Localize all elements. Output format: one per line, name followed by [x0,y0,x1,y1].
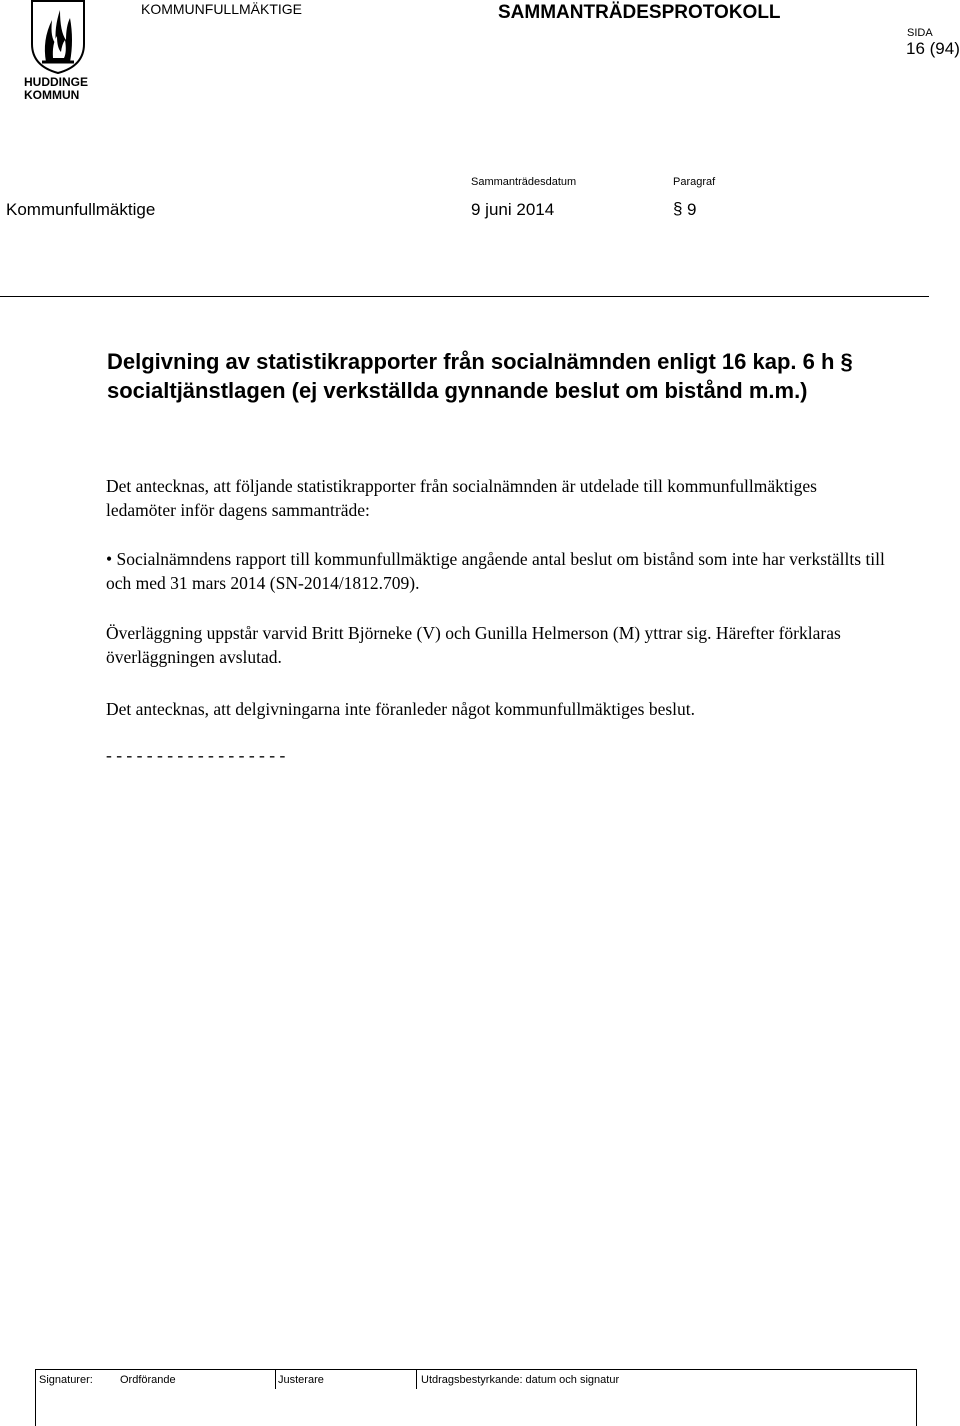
signature-divider [416,1369,417,1389]
paragraph-sign: § [673,199,683,218]
meeting-date: 9 juni 2014 [471,200,555,219]
logo-text [24,76,96,102]
document-type: SAMMANTRÄDESPROTOKOLL [498,2,781,23]
paragraph-column-label: Paragraf [673,176,716,188]
page-label: SIDA [907,27,933,39]
logo-text-line2: KOMMUN [24,88,80,102]
coat-of-arms-icon [26,0,90,74]
certifier-label: Utdragsbestyrkande: datum och signatur [421,1374,620,1386]
adjuster-label: Justerare [278,1374,324,1386]
signatures-label: Signaturer: [39,1374,93,1386]
bullet-item: • Socialnämndens rapport till kommunfullmäktige angående antal beslut om bistånd som inte har verkställts till och med 31 mars 2014 (SN-2014/1812.709). [106,549,885,593]
date-column-label: Sammanträdesdatum [471,176,577,188]
end-marker: - - - - - - - - - - - - - - - - - - [106,745,286,765]
signature-divider [275,1369,276,1389]
org-label: KOMMUNFULLMÄKTIGE [141,1,303,17]
paragraph-number: 9 [687,200,697,219]
page-number: 16 (94) [906,39,960,58]
logo-text-line1: HUDDINGE [24,75,89,89]
meeting-body: Kommunfullmäktige [6,200,156,219]
paragraph-1: Det antecknas, att följande statistikrapporter från socialnämnden är utdelade till kommunfullmäktiges ledamöter inför dagens sammanträde: [106,476,817,520]
chair-label: Ordförande [120,1374,176,1386]
paragraph-3: Det antecknas, att delgivningarna inte föranleder något kommunfullmäktiges beslut. [106,699,695,719]
item-title: Delgivning av statistikrapporter från socialnämnden enligt 16 kap. 6 h § socialtjänstlagen (ej verkställda gynnande beslut om bistånd m.m.) [107,349,853,403]
paragraph-2: Överläggning uppstår varvid Britt Björneke (V) och Gunilla Helmerson (M) yttrar sig. Härefter förklaras överläggningen avslutad. [106,623,841,667]
header-divider [0,296,929,297]
